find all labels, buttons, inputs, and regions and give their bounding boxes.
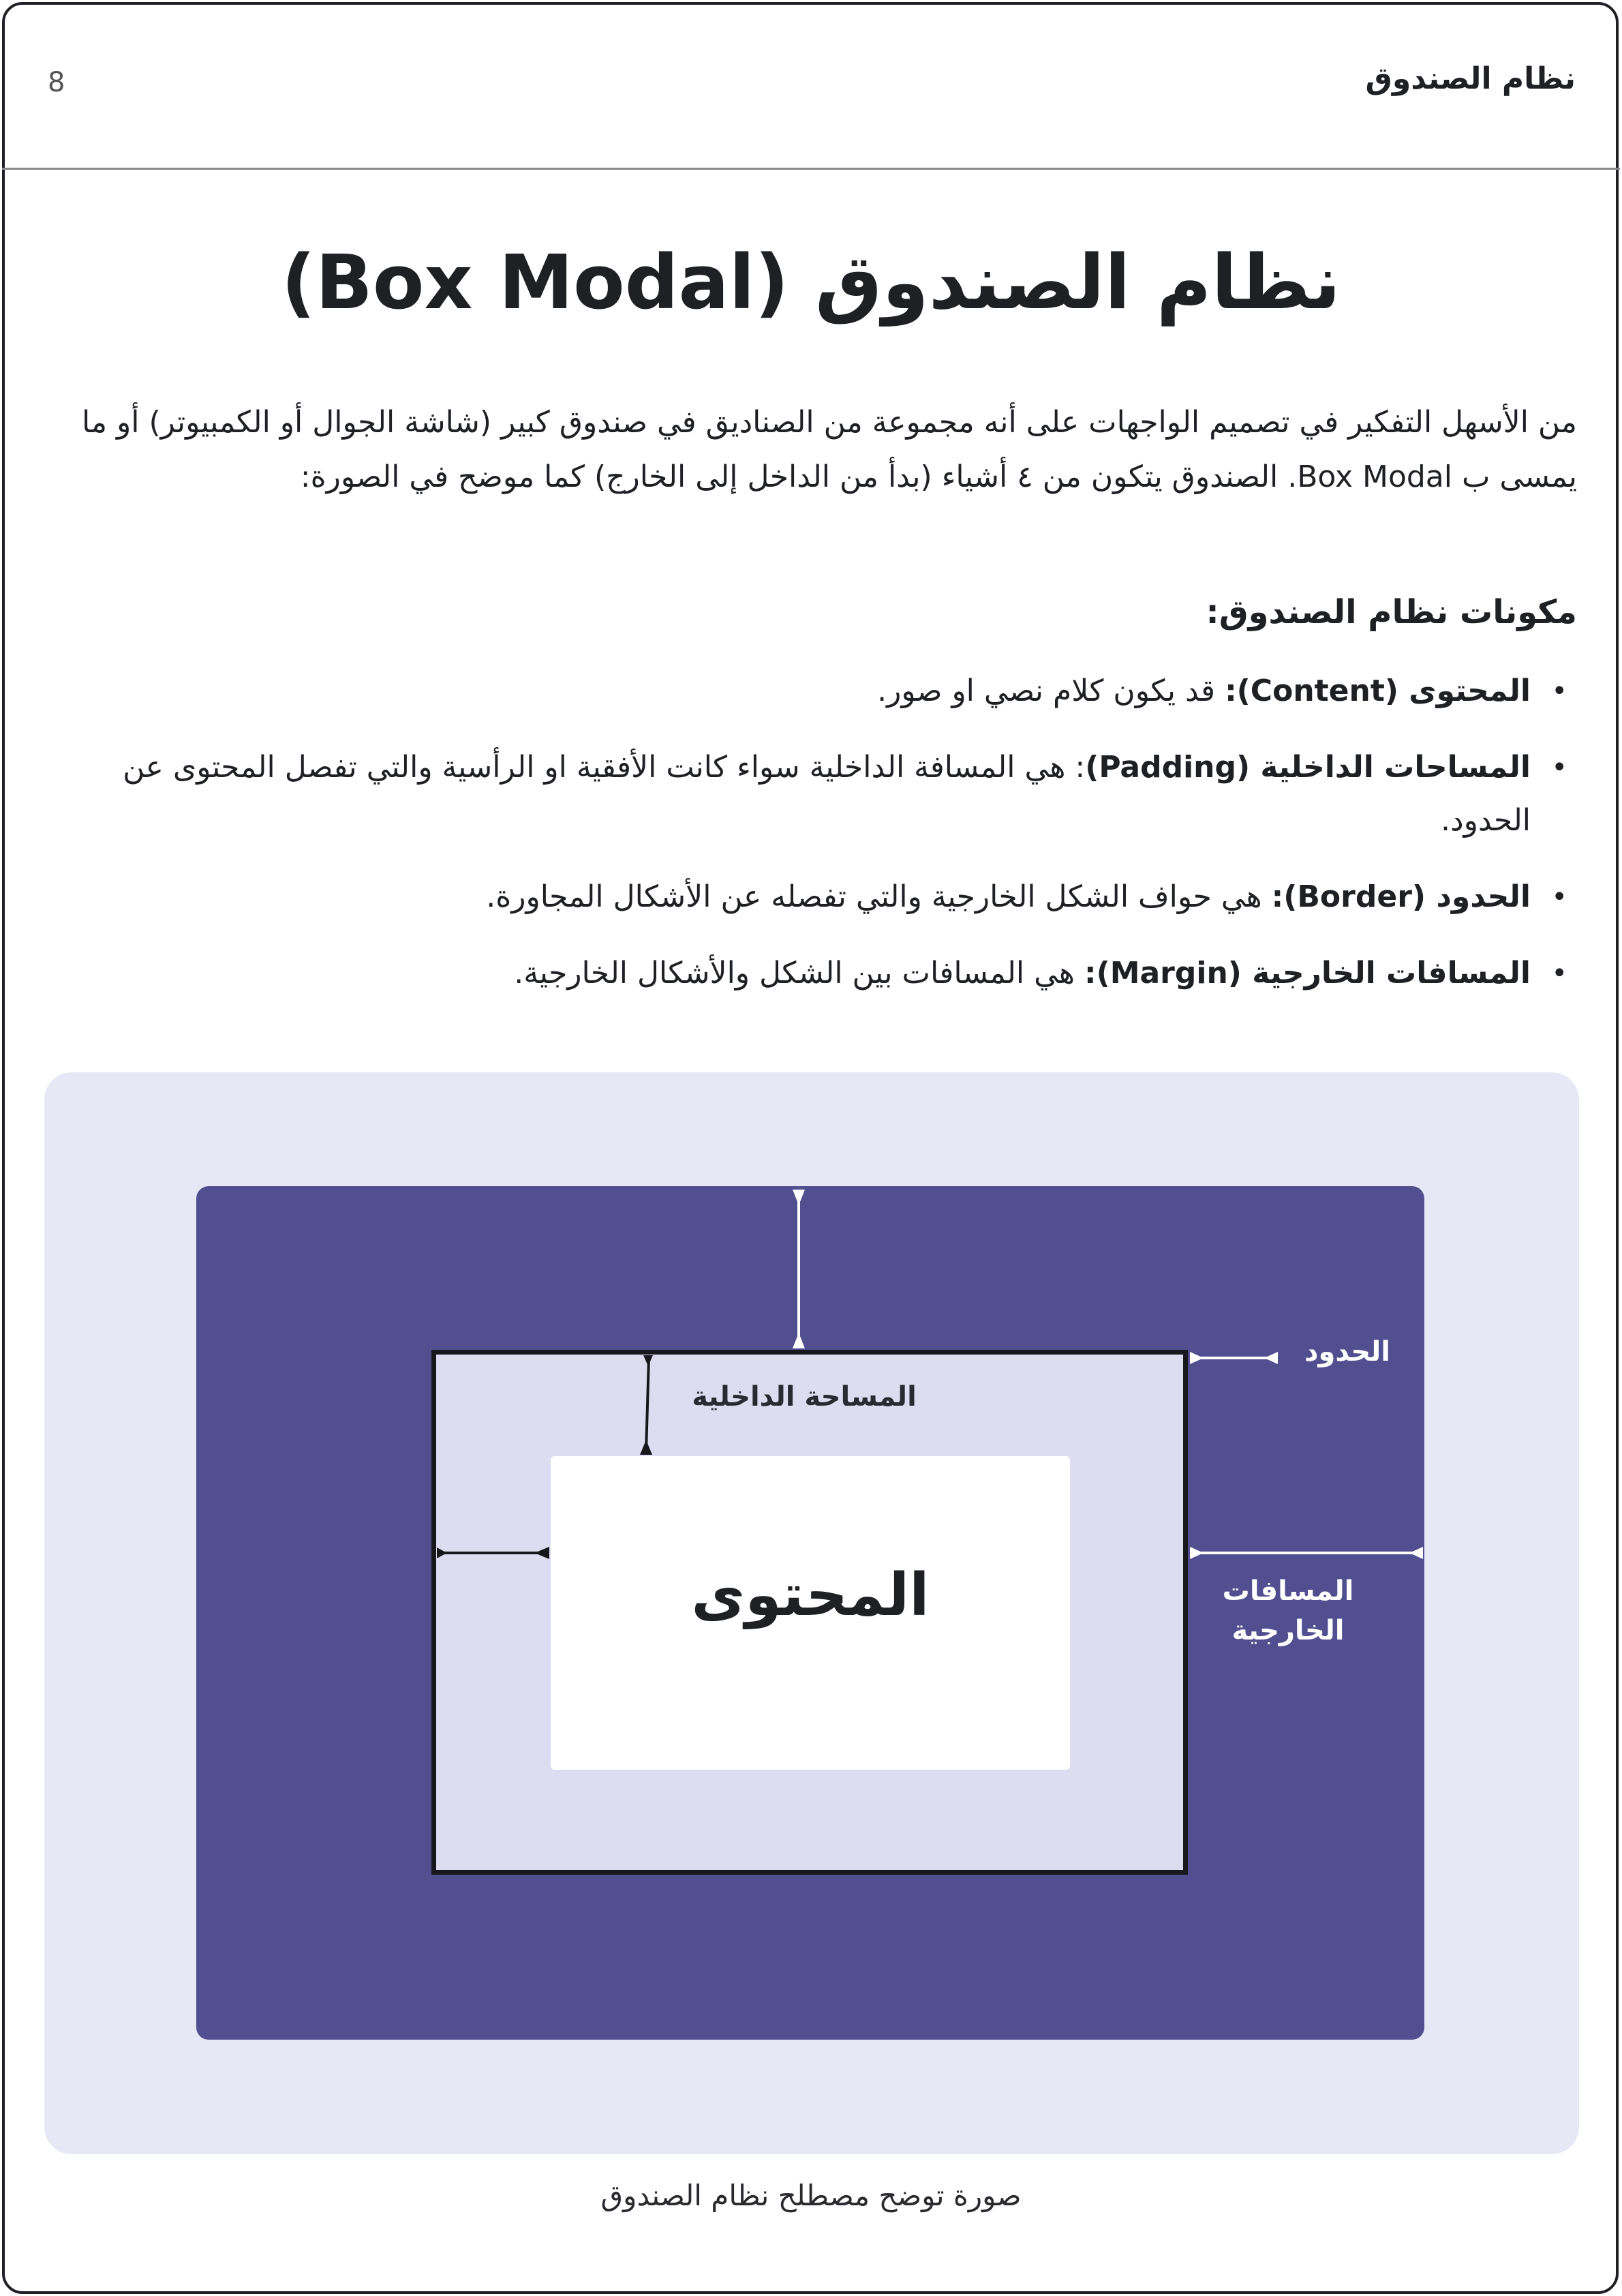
- bullet-icon: •: [1551, 752, 1567, 783]
- arrow-head-icon: [1409, 1547, 1423, 1559]
- padding-label: المساحة الداخلية: [692, 1381, 917, 1413]
- page-number: 8: [48, 67, 65, 98]
- section-heading: مكونات نظام الصندوق:: [1206, 593, 1577, 631]
- margin-label-line1: المسافات: [1222, 1575, 1354, 1607]
- bullet-term: المحتوى (Content):: [1225, 674, 1531, 708]
- border-label: الحدود: [1304, 1336, 1390, 1368]
- bullet-text: هي المسافات بين الشكل والأشكال الخارجية.: [514, 956, 1084, 991]
- arrow-head-icon: [793, 1190, 805, 1205]
- figure-caption: صورة توضح مصطلح نظام الصندوق: [600, 2179, 1022, 2212]
- arrow-head-icon: [1190, 1547, 1204, 1559]
- arrow-head-icon: [437, 1547, 447, 1558]
- arrow-head-icon: [1190, 1352, 1204, 1364]
- margin-label-line2: الخارجية: [1231, 1615, 1345, 1646]
- header-title: نظام الصندوق: [1365, 61, 1576, 96]
- bullet-icon: •: [1551, 676, 1567, 707]
- bullet-icon: •: [1551, 881, 1567, 913]
- content-label: المحتوى: [691, 1561, 930, 1629]
- arrow-head-icon: [643, 1355, 653, 1366]
- bullet-term: المسافات الخارجية (Margin):: [1084, 956, 1531, 991]
- bullet-text: هي حواف الشكل الخارجية والتي تفصله عن الأشكال المجاورة.: [486, 879, 1272, 914]
- bullet-term: المساحات الداخلية (Padding): [1085, 750, 1531, 785]
- padding-top-arrow-line: [646, 1358, 649, 1452]
- bullet-text: قد يكون كلام نصي او صور.: [877, 674, 1225, 708]
- margin-label: [1199, 1571, 1377, 1650]
- arrow-head-icon: [640, 1440, 652, 1455]
- bullet-icon: •: [1551, 958, 1567, 989]
- page-title: نظام الصندوق (Box Modal): [281, 239, 1341, 326]
- bullet-text: : هي المسافة الداخلية سواء كانت الأفقية او الرأسية والتي تفصل المحتوى عن الحدود.: [123, 750, 1531, 838]
- arrow-head-icon: [534, 1547, 549, 1559]
- bullet-term: الحدود (Border):: [1271, 879, 1531, 914]
- arrow-head-icon: [793, 1333, 805, 1348]
- intro-paragraph: من الأسهل التفكير في تصميم الواجهات على أنه مجموعة من الصناديق في صندوق كبير (شاشة الجوال أو الكمبيوتر) أو ما يمسى ب Box Modal. الصندوق يتكون من ٤ أشياء (بدأ من الداخل إلى الخارج) كما موضح في الصورة:: [82, 405, 1577, 494]
